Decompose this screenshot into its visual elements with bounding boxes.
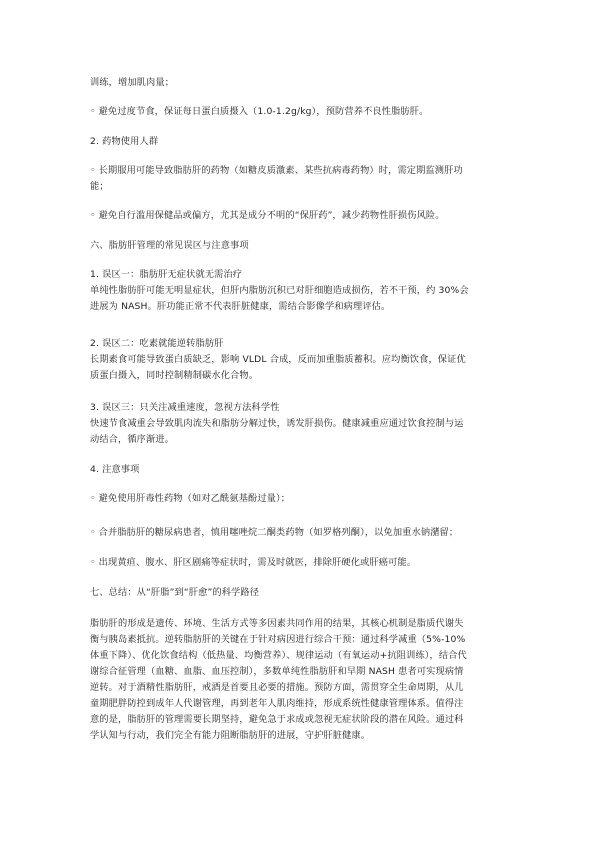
section-heading-6 [90,238,520,254]
text-line: 单纯性脂肪肝可能无明显症状，但肝内脂肪沉积已对肝细胞造成损伤，若不干预，约 30%会 [90,285,469,296]
heading-precautions [90,462,520,478]
misconception-2 [90,336,520,384]
bullet-monitor-liver-function [90,163,520,195]
text-line: ◦ 长期服用可能导致脂肪肝的药物（如糖皮质激素、某些抗病毒药物）时，需定期监测肝功 [90,165,463,176]
text-line: 意的是，脂肪肝的管理需要长期坚持，避免急于求成或忽视无症状阶段的潜在风险。通过科 [90,714,464,725]
subheading-line: 2. 误区二：吃素就能逆转脂肪肝 [90,338,224,349]
text-line: 进展为 NASH。肝功能正常不代表肝脏健康，需结合影像学和病理评估。 [90,301,391,312]
subheading-line: 3. 误区三：只关注减重速度，忽视方法科学性 [90,402,280,413]
bullet-avoid-supplements [90,208,520,224]
text-line: 学认知与行动，我们完全有能力阻断脂肪肝的进展，守护肝脏健康。 [90,730,371,741]
section-heading-7 [90,585,520,601]
subheading-line: 1. 误区一：脂肪肝无症状就无需治疗 [90,269,243,280]
bullet-diabetes-patients [90,525,520,541]
summary-paragraph [90,616,520,744]
bullet-hepatotoxic-drugs [90,491,520,507]
text-line: 训练，增加肌肉量； [90,77,175,88]
text-line: 谢综合征管理（血糖、血脂、血压控制），多数单纯性脂肪肝和早期 NASH 患者可实现病情 [90,666,464,677]
text-line: 4. 注意事项 [90,464,140,475]
bullet-avoid-excessive-dieting [90,104,520,120]
text-line: ◦ 避免过度节食，保证每日蛋白质摄入（1.0-1.2g/kg），预防营养不良性脂肪肝。 [90,106,429,117]
heading-medication-users [90,134,520,150]
bullet-seek-medical-care [90,555,520,571]
text-line: 动结合，循序渐进。 [90,434,175,445]
text-line: ◦ 避免自行滥用保健品或偏方，尤其是成分不明的“保肝药”，减少药物性肝损伤风险。 [90,210,445,221]
text-line: 快速节食减重会导致肌肉流失和脂肪分解过快，诱发肝损伤。健康减重应通过饮食控制与运 [90,418,464,429]
text-line: ◦ 合并脂肪肝的糖尿病患者，慎用噻唑烷二酮类药物（如罗格列酮），以免加重水钠潴留； [90,527,459,538]
text-line: 七、总结：从“肝脂”到“肝愈”的科学路径 [90,587,260,598]
text-line: 长期素食可能导致蛋白质缺乏，影响 VLDL 合成，反而加重脂质蓄积。应均衡饮食，保证优 [90,354,466,365]
text-line: 逆转。对于酒精性脂肪肝，戒酒是首要且必要的措施。预防方面，需贯穿全生命周期，从儿 [90,682,464,693]
text-line: 体重下降）、优化饮食结构（低热量、均衡营养）、规律运动（有氧运动+抗阻训练），结合代 [90,650,467,661]
text-line: 六、脂肪肝管理的常见误区与注意事项 [90,240,249,251]
misconception-3 [90,400,520,448]
text-line: 衡与胰岛素抵抗。逆转脂肪肝的关键在于针对病因进行综合干预：通过科学减重（5%-10% [90,634,466,645]
text-line: ◦ 避免使用肝毒性药物（如对乙酰氨基酚过量）； [90,493,291,504]
text-line: 质蛋白摄入，同时控制精制碳水化合物。 [90,370,259,381]
text-line: ◦ 出现黄疸、腹水、肝区剧痛等症状时，需及时就医，排除肝硬化或肝癌可能。 [90,557,417,568]
misconception-1 [90,267,520,315]
text-line: 2. 药物使用人群 [90,136,159,147]
text-line: 能； [90,181,109,192]
text-line: 脂肪肝的形成是遗传、环境、生活方式等多因素共同作用的结果，其核心机制是脂质代谢失 [90,618,464,629]
paragraph-resistance-training [90,75,520,91]
text-line: 童期肥胖防控到成年人代谢管理，再到老年人肌肉维持，形成系统性健康管理体系。值得注 [90,698,464,709]
